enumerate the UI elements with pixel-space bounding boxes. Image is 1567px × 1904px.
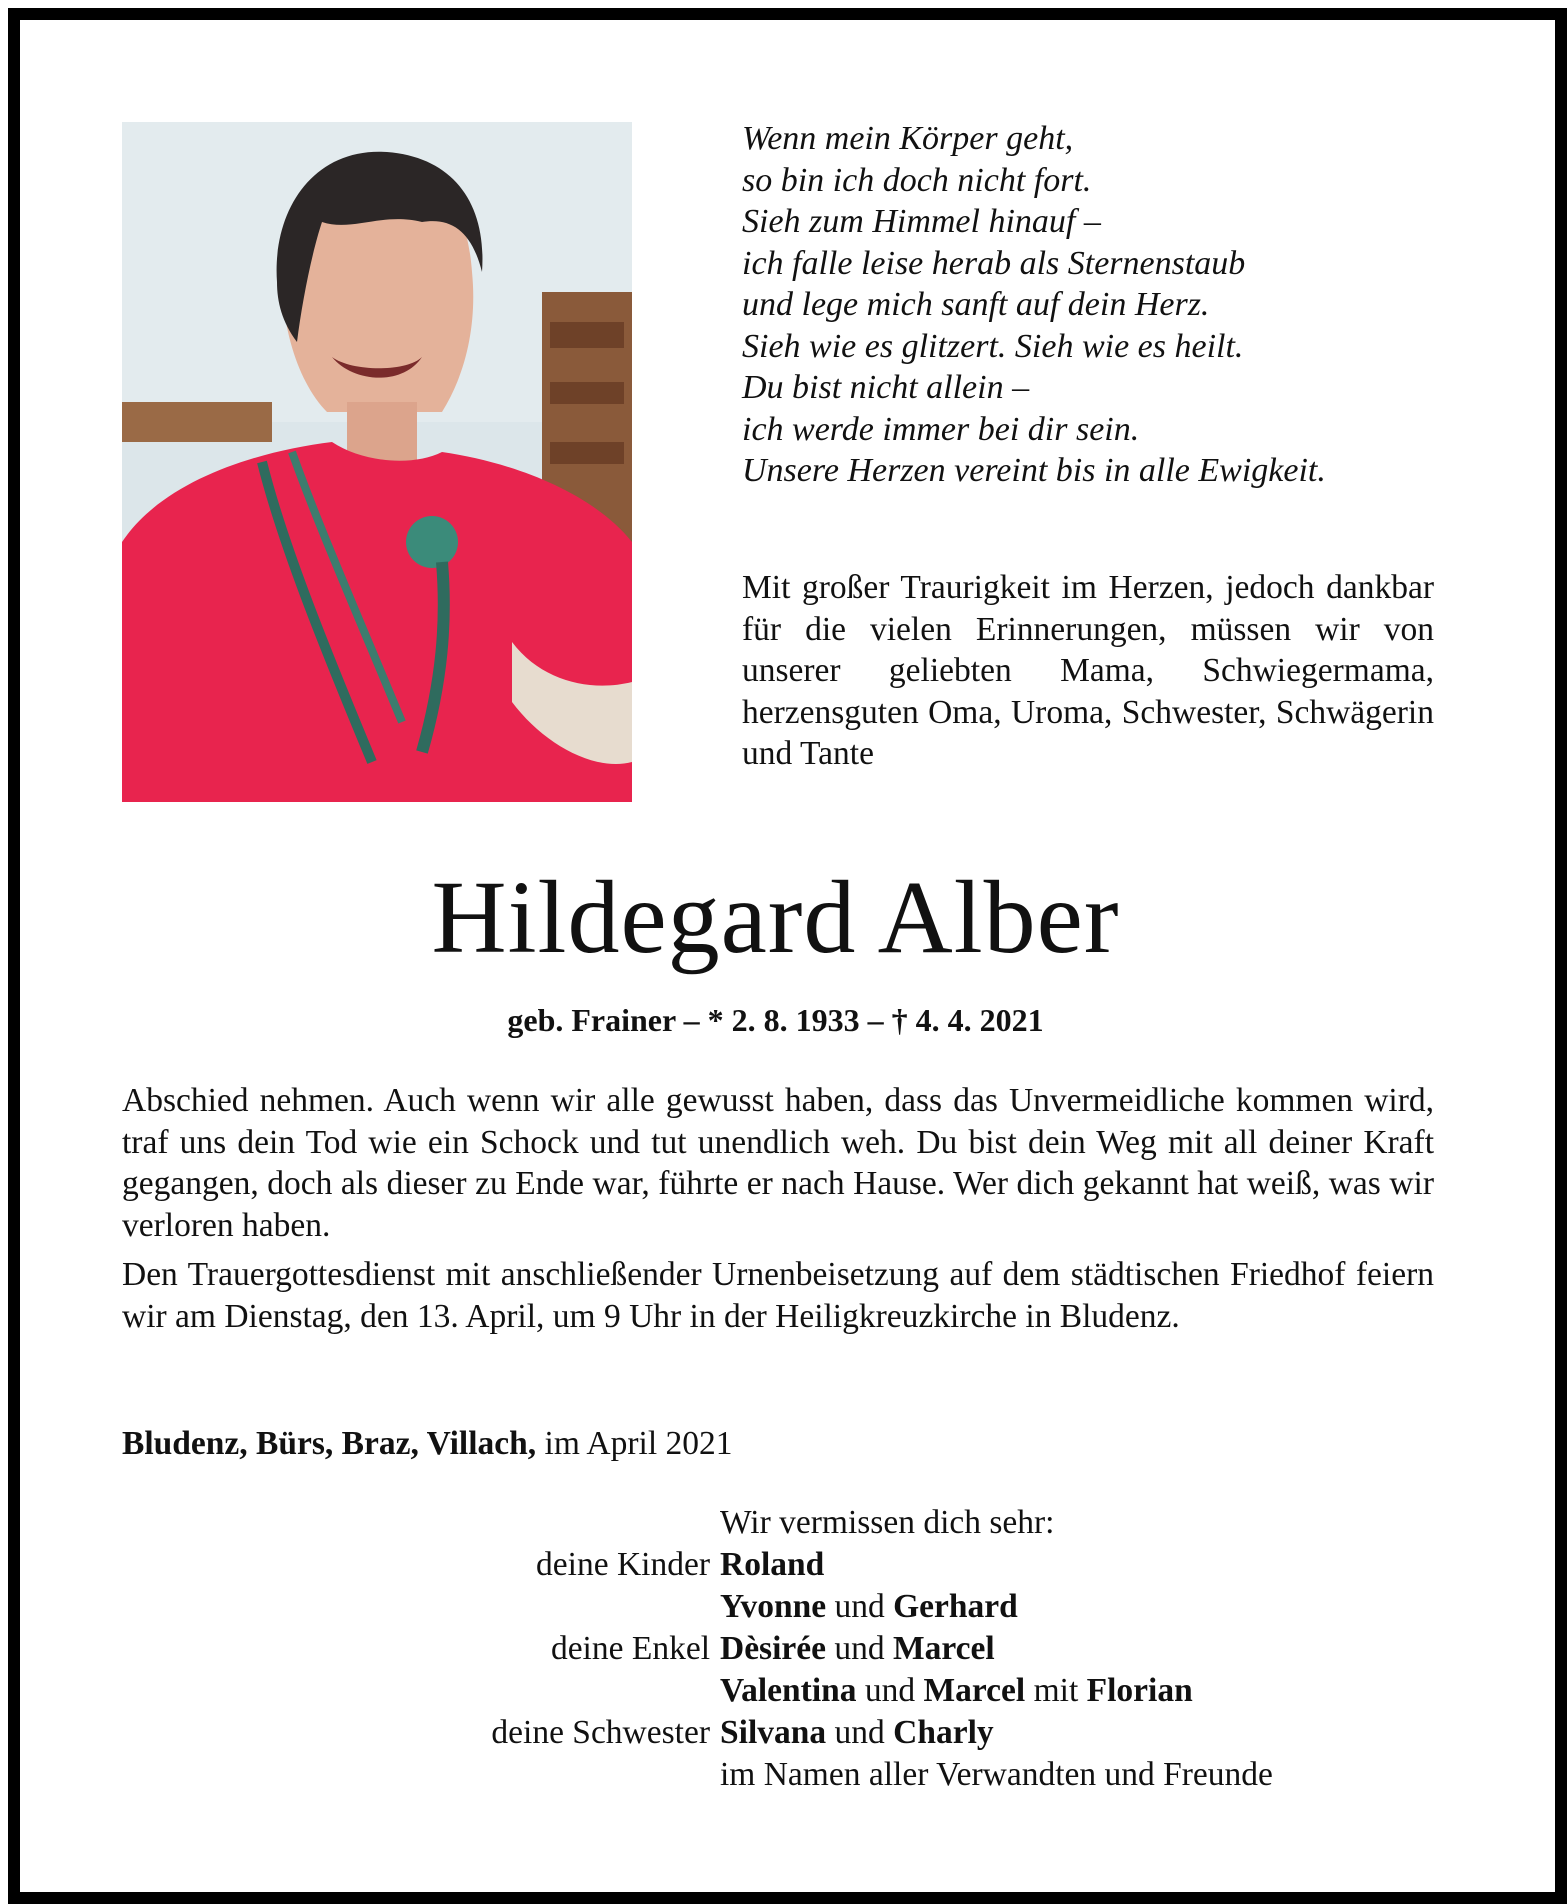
poem-line: Wenn mein Körper geht, <box>742 120 1074 157</box>
mourner-names <box>720 1628 1434 1670</box>
poem-line: und lege mich sanft auf dein Herz. <box>742 286 1210 323</box>
deceased-name: Hildegard Alber <box>431 860 1120 975</box>
mourner-row <box>122 1586 1434 1628</box>
mourner-names <box>720 1754 1434 1796</box>
mourner-connector: mit <box>1025 1672 1087 1709</box>
poem-line: so bin ich doch nicht fort. <box>742 161 1092 199</box>
poem-line: Du bist nicht allein – <box>742 369 1030 406</box>
poem-line: ich werde immer bei dir sein. <box>742 410 1140 448</box>
mourner-name: Yvonne <box>720 1588 827 1625</box>
mourner-row <box>122 1712 1434 1754</box>
mourner-name: Florian <box>1086 1672 1193 1709</box>
mourner-relation: deine Enkel <box>550 1630 710 1667</box>
mourner-names <box>720 1670 1434 1712</box>
mourner-name: Marcel <box>923 1672 1026 1709</box>
body-paragraph: Den Trauergottesdienst mit anschließender Urnenbeisetzung auf dem städtischen Friedhof feiern wir am Dienstag, den 13. April, um 9 Uhr in der Heiligkreuzkirche in Bludenz. <box>122 1256 1434 1335</box>
poem-line: Sieh wie es glitzert. Sieh wie es heilt. <box>742 327 1244 365</box>
portrait-image <box>122 122 632 802</box>
mourner-relation <box>122 1586 720 1628</box>
poem <box>742 118 1462 492</box>
mourner-row <box>122 1754 1434 1796</box>
mourner-connector: im Namen aller Verwandten und Freunde <box>720 1756 1273 1793</box>
intro-text: Mit großer Traurigkeit im Herzen, jedoch dankbar für die vielen Erinnerungen, müssen wir von unserer geliebten Mama, Schwiegermama, herzensguten Oma, Uroma, Schwester, Schwägerin und Tante <box>742 569 1434 772</box>
body-text <box>122 1080 1434 1337</box>
mourner-relation: deine Kinder <box>536 1546 710 1583</box>
body-paragraph: Abschied nehmen. Auch wenn wir alle gewusst haben, dass das Unvermeidliche kommen wird, traf uns dein Tod wie ein Schock und tut unendlich weh. Du bist dein Weg mit all deiner Kraft gegangen, doch als dieser zu Ende war, führte er nach Hause. Wer dich gekannt hat weiß, was wir verloren haben. <box>122 1082 1434 1244</box>
mourner-connector: und <box>826 1588 894 1625</box>
place-towns: Bludenz, Bürs, Braz, Villach, <box>122 1425 537 1462</box>
mourner-relation <box>122 1670 720 1712</box>
mourner-names <box>720 1712 1434 1754</box>
place-date: im April 2021 <box>536 1425 733 1462</box>
mourners-heading: Wir vermissen dich sehr: <box>720 1504 1055 1541</box>
life-dates: geb. Frainer – * 2. 8. 1933 – † 4. 4. 2021 <box>507 1002 1044 1038</box>
poem-line: Unsere Herzen vereint bis in alle Ewigkeit. <box>742 452 1326 489</box>
mourner-names <box>720 1544 1434 1586</box>
mourner-name: Marcel <box>893 1630 995 1667</box>
mourner-names <box>720 1586 1434 1628</box>
poem-line: Sieh zum Himmel hinauf – <box>742 203 1101 240</box>
portrait-photo <box>122 122 632 802</box>
place-date-line <box>122 1422 733 1466</box>
mourner-relation <box>122 1754 720 1796</box>
mourner-name: Roland <box>720 1546 825 1583</box>
mourner-row <box>122 1544 1434 1586</box>
poem-line: ich falle leise herab als Sternenstaub <box>742 244 1246 282</box>
mourner-name: Gerhard <box>893 1588 1018 1625</box>
mourner-name: Silvana <box>720 1714 827 1751</box>
mourner-name: Valentina <box>720 1672 857 1709</box>
mourner-row <box>122 1628 1434 1670</box>
mourner-relation: deine Schwester <box>491 1714 710 1751</box>
mourner-connector: und <box>856 1672 924 1709</box>
mourners-block <box>122 1502 1434 1796</box>
mourner-name: Charly <box>893 1714 994 1751</box>
mourner-name: Dèsirée <box>720 1630 827 1667</box>
mourner-row <box>122 1670 1434 1712</box>
mourner-connector: und <box>826 1714 894 1751</box>
mourner-connector: und <box>826 1630 894 1667</box>
